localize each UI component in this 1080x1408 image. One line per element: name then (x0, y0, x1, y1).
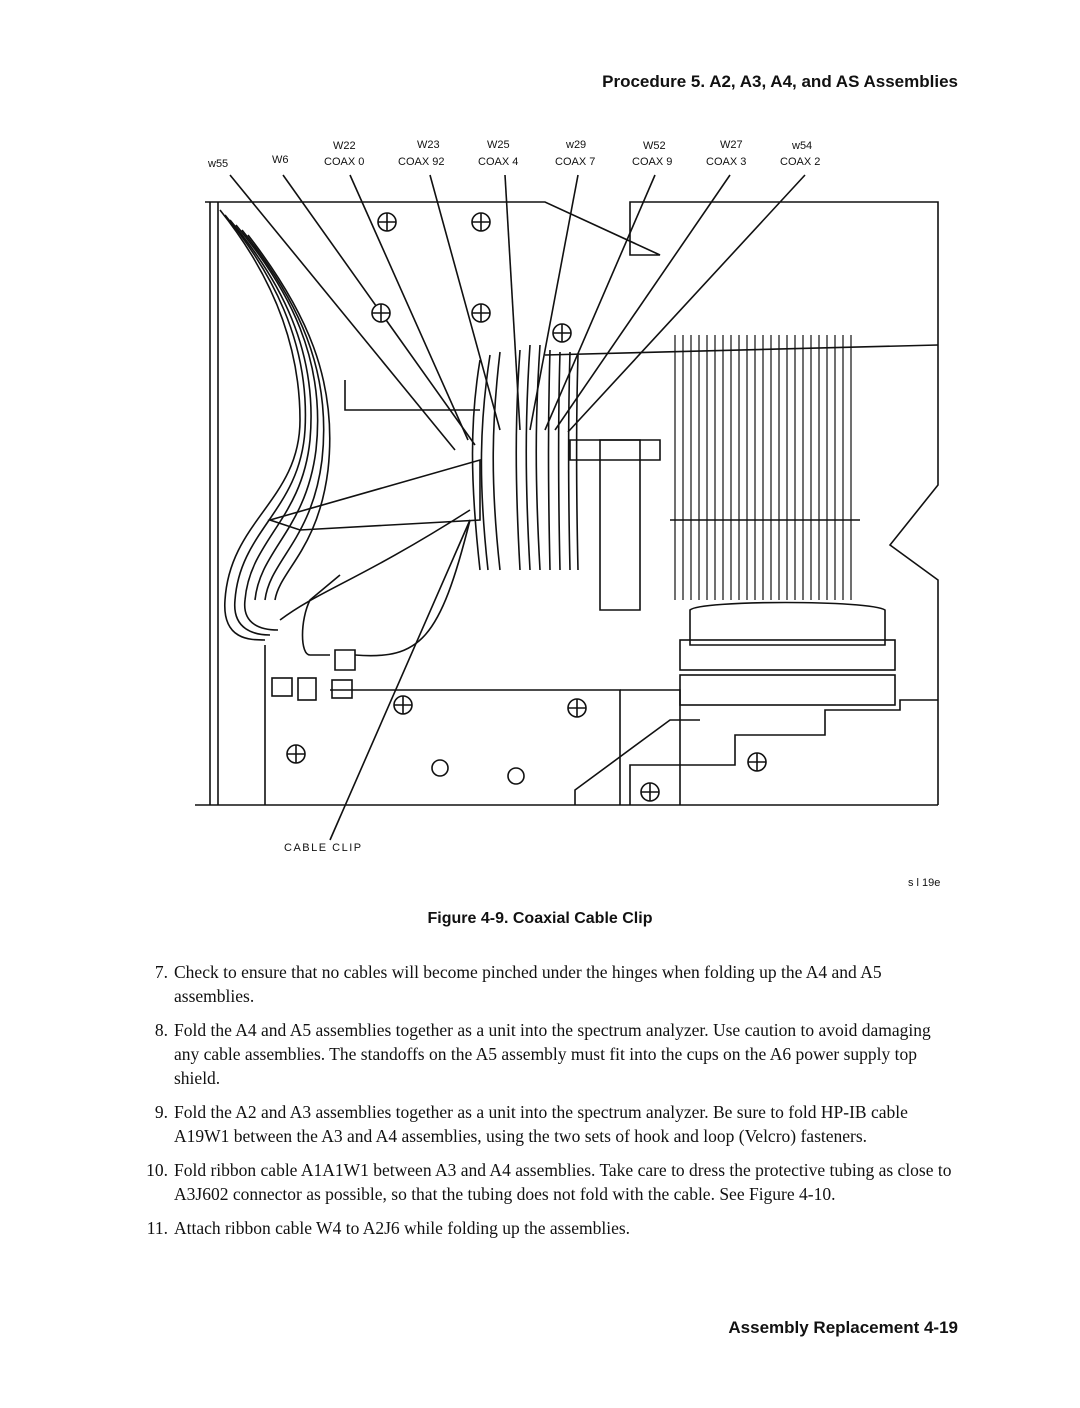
step-10 (140, 1158, 955, 1206)
step-number: 9. (154, 1102, 168, 1122)
page-header: Procedure 5. A2, A3, A4, and AS Assemblies (602, 72, 958, 91)
label-w54: w54 (792, 140, 813, 152)
label-coax-0: COAX 0 (324, 156, 365, 168)
label-w52: W52 (643, 140, 666, 152)
step-text: Fold the A4 and A5 assemblies together as a unit into the spectrum analyzer. Use caution to avoid damaging any cable assemblies. The standoffs on the A5 assembly must fit into the cups on the A6 power supply top shield. (174, 1020, 931, 1088)
page-footer: Assembly Replacement 4-19 (728, 1318, 958, 1337)
step-number: 7. (154, 962, 168, 982)
step-8 (140, 1018, 955, 1090)
cable-clip-label: CABLE CLIP (284, 842, 363, 854)
label-coax-4: COAX 4 (478, 156, 519, 168)
step-7 (140, 960, 955, 1008)
step-text: Attach ribbon cable W4 to A2J6 while folding up the assemblies. (174, 1218, 631, 1238)
label-w29: w29 (566, 139, 587, 151)
label-coax-2: COAX 2 (780, 156, 821, 168)
label-coax-7: COAX 7 (555, 156, 596, 168)
label-w55: w55 (208, 158, 229, 170)
figure-caption: Figure 4-9. Coaxial Cable Clip (427, 910, 653, 927)
label-w27: W27 (720, 139, 743, 151)
label-w23: W23 (417, 139, 440, 151)
label-w22: W22 (333, 140, 356, 152)
label-w25: W25 (487, 139, 510, 151)
label-coax-3: COAX 3 (706, 156, 747, 168)
label-w6: W6 (272, 154, 289, 166)
procedure-steps (140, 960, 955, 1250)
step-9 (140, 1100, 955, 1148)
step-text: Fold the A2 and A3 assemblies together as a unit into the spectrum analyzer. Be sure to fold HP-IB cable A19W1 between the A3 and A4 assemblies, using the two sets of hook and loop (Velcro) fasteners. (174, 1102, 908, 1146)
step-11 (140, 1216, 955, 1240)
step-number: 8. (154, 1020, 168, 1040)
label-coax-92: COAX 92 (398, 156, 445, 168)
step-text: Check to ensure that no cables will become pinched under the hinges when folding up the A4 and A5 assemblies. (174, 962, 882, 1006)
step-number: 11. (146, 1218, 168, 1238)
figure-id: s l 19e (908, 877, 941, 889)
step-number: 10. (146, 1160, 168, 1180)
label-coax-9: COAX 9 (632, 156, 673, 168)
step-text: Fold ribbon cable A1A1W1 between A3 and A4 assemblies. Take care to dress the protective tubing as close to A3J602 connector as possible, so that the tubing does not fold with the cable. See Figure 4-10. (174, 1160, 952, 1204)
